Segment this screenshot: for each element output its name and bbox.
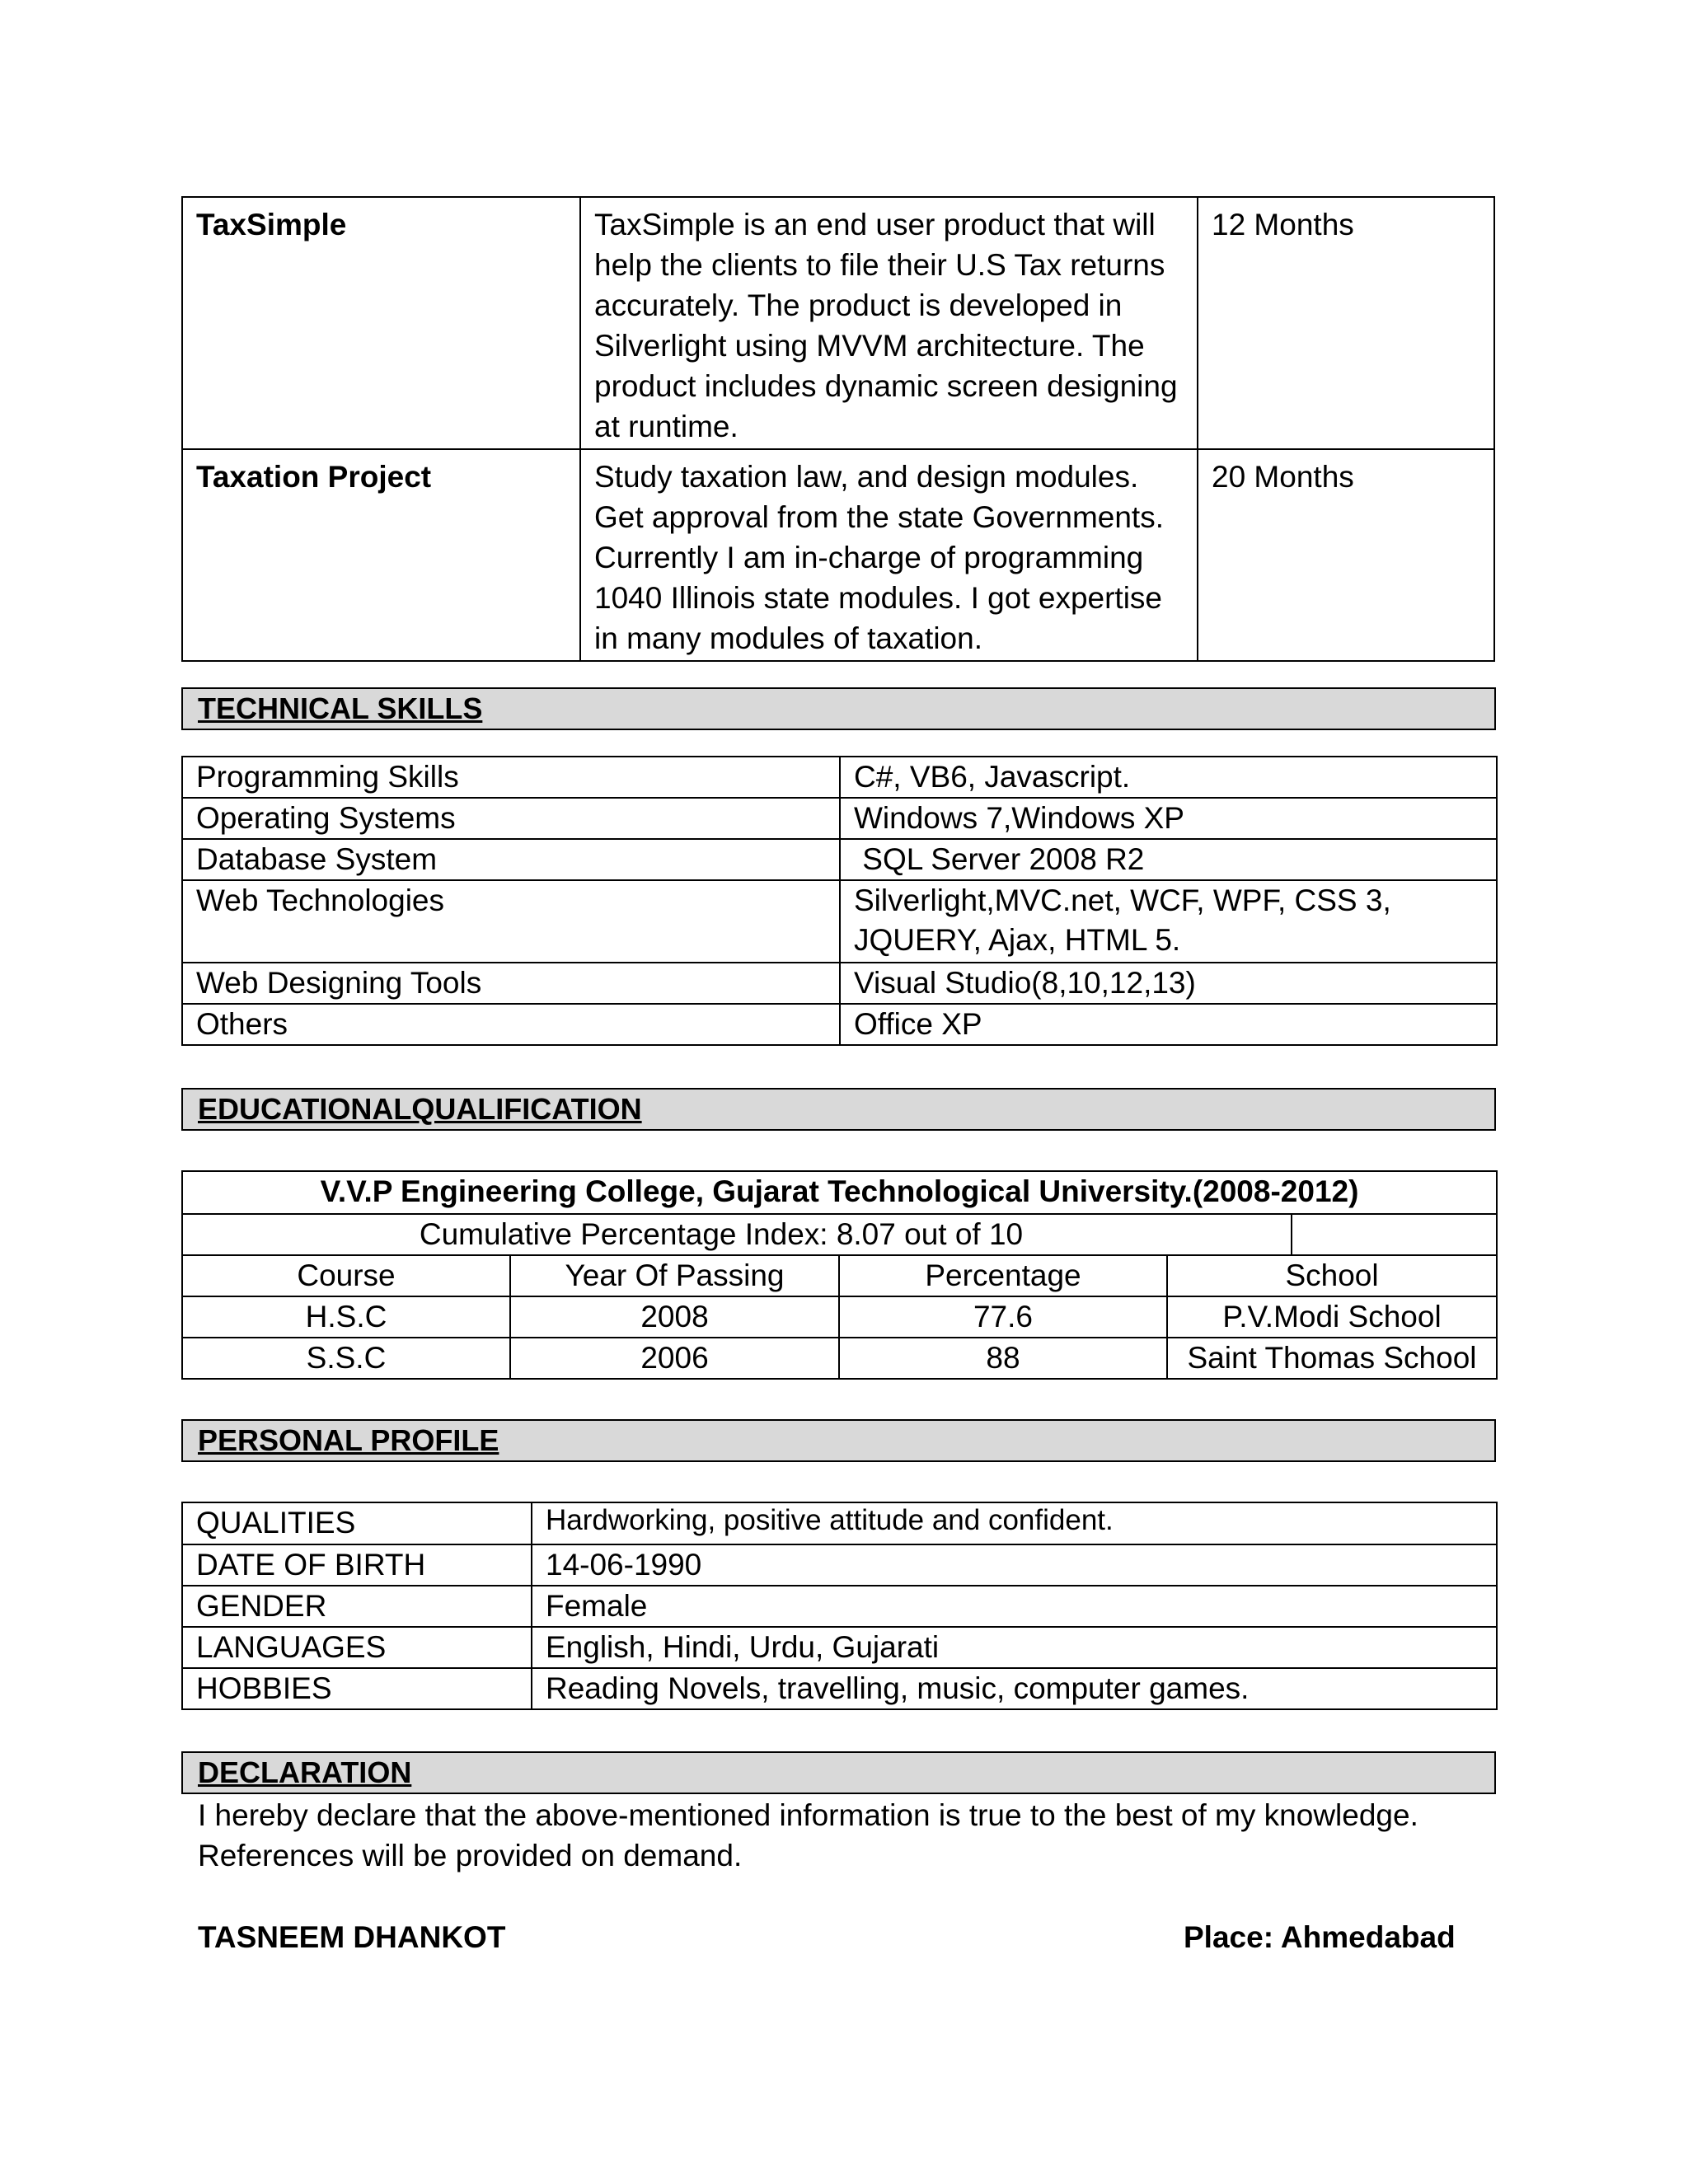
profile-label: HOBBIES [182, 1668, 532, 1709]
percentage-cell: 77.6 [839, 1296, 1167, 1338]
column-header: Year Of Passing [510, 1255, 839, 1296]
column-header: Percentage [839, 1255, 1167, 1296]
school-cell: P.V.Modi School [1167, 1296, 1497, 1338]
profile-value: Hardworking, positive attitude and confident. [532, 1502, 1497, 1544]
college-name: V.V.P Engineering College, Gujarat Technological University.(2008-2012) [182, 1171, 1497, 1214]
place: Place: Ahmedabad [1184, 1920, 1456, 1954]
skill-label: Database System [182, 839, 840, 880]
school-cell: Saint Thomas School [1167, 1338, 1497, 1379]
profile-value: English, Hindi, Urdu, Gujarati [532, 1627, 1497, 1668]
table-row [182, 1627, 1497, 1668]
skill-value: Office XP [840, 1004, 1497, 1045]
table-row [182, 1171, 1497, 1214]
section-title: PERSONAL PROFILE [198, 1423, 499, 1457]
table-row [182, 449, 1494, 661]
project-description: Study taxation law, and design modules. Get approval from the state Governments. Currently I am in-charge of programming 1040 Illinois state modules. I got expertise in many modules of taxation. [580, 449, 1198, 661]
course-cell: H.S.C [182, 1296, 510, 1338]
section-title: TECHNICAL SKILLS [198, 691, 483, 725]
signatory-name: TASNEEM DHANKOT [198, 1920, 506, 1954]
project-duration: 12 Months [1198, 197, 1494, 449]
table-row [182, 1586, 1497, 1627]
profile-label: DATE OF BIRTH [182, 1544, 532, 1586]
personal-profile-heading [181, 1419, 1496, 1462]
table-row [182, 880, 1497, 963]
table-row [182, 839, 1497, 880]
skill-value: Visual Studio(8,10,12,13) [840, 963, 1497, 1004]
declaration-heading [181, 1751, 1496, 1794]
skill-value: C#, VB6, Javascript. [840, 757, 1497, 798]
personal-profile-table [181, 1502, 1498, 1710]
table-row [182, 1544, 1497, 1586]
project-name: Taxation Project [182, 449, 580, 661]
declaration-text: I hereby declare that the above-mentioned information is true to the best of my knowledge. References will be provided on demand. [198, 1798, 1418, 1872]
course-cell: S.S.C [182, 1338, 510, 1379]
profile-value: Reading Novels, travelling, music, computer games. [532, 1668, 1497, 1709]
technical-skills-heading [181, 687, 1496, 730]
table-row [182, 798, 1497, 839]
skill-label: Web Designing Tools [182, 963, 840, 1004]
column-header: Course [182, 1255, 510, 1296]
cpi-value: Cumulative Percentage Index: 8.07 out of 10 [182, 1214, 1167, 1255]
skill-label: Programming Skills [182, 757, 840, 798]
skill-value: Windows 7,Windows XP [840, 798, 1497, 839]
table-row [182, 1502, 1497, 1544]
percentage-cell: 88 [839, 1338, 1167, 1379]
education-table [181, 1170, 1498, 1380]
profile-label: QUALITIES [182, 1502, 532, 1544]
profile-label: GENDER [182, 1586, 532, 1627]
skill-label: Web Technologies [182, 880, 840, 963]
skill-label: Operating Systems [182, 798, 840, 839]
empty-cell [1167, 1214, 1497, 1255]
table-row [182, 1338, 1497, 1379]
table-row [182, 963, 1497, 1004]
profile-label: LANGUAGES [182, 1627, 532, 1668]
project-duration: 20 Months [1198, 449, 1494, 661]
profile-value: Female [532, 1586, 1497, 1627]
table-row [182, 1255, 1497, 1296]
section-title: DECLARATION [198, 1755, 412, 1789]
year-cell: 2006 [510, 1338, 839, 1379]
section-title: EDUCATIONALQUALIFICATION [198, 1092, 642, 1126]
technical-skills-table [181, 756, 1498, 1046]
education-heading [181, 1088, 1496, 1131]
year-cell: 2008 [510, 1296, 839, 1338]
table-row [182, 197, 1494, 449]
table-row [182, 1004, 1497, 1045]
project-name: TaxSimple [182, 197, 580, 449]
projects-table [181, 196, 1495, 662]
table-row [182, 1668, 1497, 1709]
skill-value: SQL Server 2008 R2 [840, 839, 1497, 880]
column-header: School [1167, 1255, 1497, 1296]
skill-value: Silverlight,MVC.net, WCF, WPF, CSS 3, JQUERY, Ajax, HTML 5. [840, 880, 1497, 963]
table-row [182, 1296, 1497, 1338]
project-description: TaxSimple is an end user product that will help the clients to file their U.S Tax returns accurately. The product is developed in Silverlight using MVVM architecture. The product includes dynamic screen designing at runtime. [580, 197, 1198, 449]
profile-value: 14-06-1990 [532, 1544, 1497, 1586]
cell-divider [1291, 1215, 1292, 1254]
table-row [182, 1214, 1497, 1255]
skill-label: Others [182, 1004, 840, 1045]
table-row [182, 757, 1497, 798]
